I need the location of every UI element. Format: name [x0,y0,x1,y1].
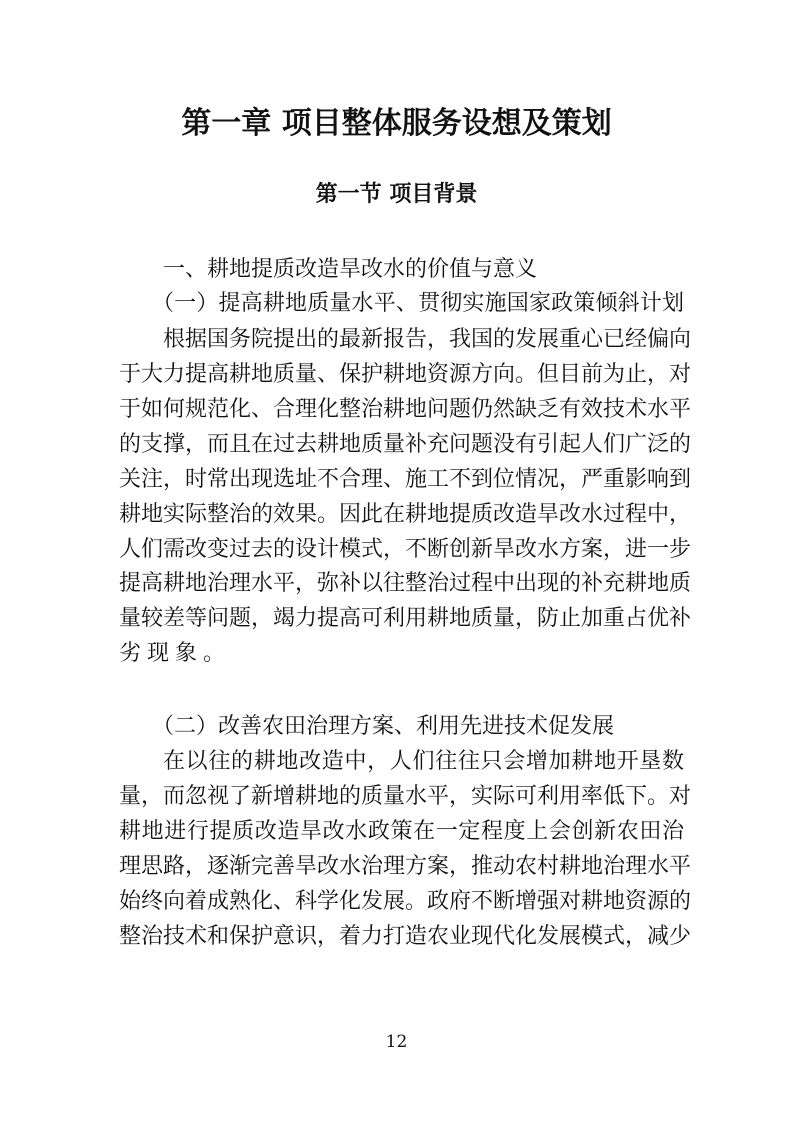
section-title: 第一节 项目背景 [315,181,478,207]
paragraph-line: 整治技术和保护意识，着力打造农业现代化发展模式，减少 [119,924,692,949]
paragraph-line: 理思路，逐渐完善旱改水治理方案，推动农村耕地治理水平 [119,854,692,879]
paragraph-line: 人们需改变过去的设计模式，不断创新旱改水方案，进一步 [119,537,692,562]
paragraph-line: 于如何规范化、合理化整治耕地问题仍然缺乏有效技术水平 [119,397,692,422]
chapter-title: 第一章 项目整体服务设想及策划 [181,106,612,141]
heading-1: 一、耕地提质改造旱改水的价值与意义 [163,257,538,282]
subheading-2: （二）改善农田治理方案、利用先进技术促发展 [152,714,615,739]
paragraph-line: 关注，时常出现选址不合理、施工不到位情况，严重影响到 [119,467,692,492]
paragraph-line: 耕地进行提质改造旱改水政策在一定程度上会创新农田治 [119,819,684,844]
paragraph-line: 根据国务院提出的最新报告，我国的发展重心已经偏向 [163,327,692,352]
paragraph-line: 在以往的耕地改造中，人们往往只会增加耕地开垦数 [163,749,684,774]
page-number: 12 [385,1032,408,1052]
paragraph-line: 量较差等问题，竭力提高可利用耕地质量，防止加重占优补 [119,606,692,631]
paragraph-line: 于大力提高耕地质量、保护耕地资源方向。但目前为止，对 [119,362,692,387]
paragraph-line: 提高耕地治理水平，弥补以往整治过程中出现的补充耕地质 [119,571,692,596]
paragraph-line: 始终向着成熟化、科学化发展。政府不断增强对耕地资源的 [119,889,692,914]
paragraph-line: 量，而忽视了新增耕地的质量水平，实际可利用率低下。对 [119,784,692,809]
paragraph-line: 劣现象。 [119,641,232,666]
paragraph-line: 的支撑，而且在过去耕地质量补充问题没有引起人们广泛的 [119,432,692,457]
subheading-1: （一）提高耕地质量水平、贯彻实施国家政策倾斜计划 [152,291,684,316]
paragraph-line: 耕地实际整治的效果。因此在耕地提质改造旱改水过程中， [119,502,692,527]
